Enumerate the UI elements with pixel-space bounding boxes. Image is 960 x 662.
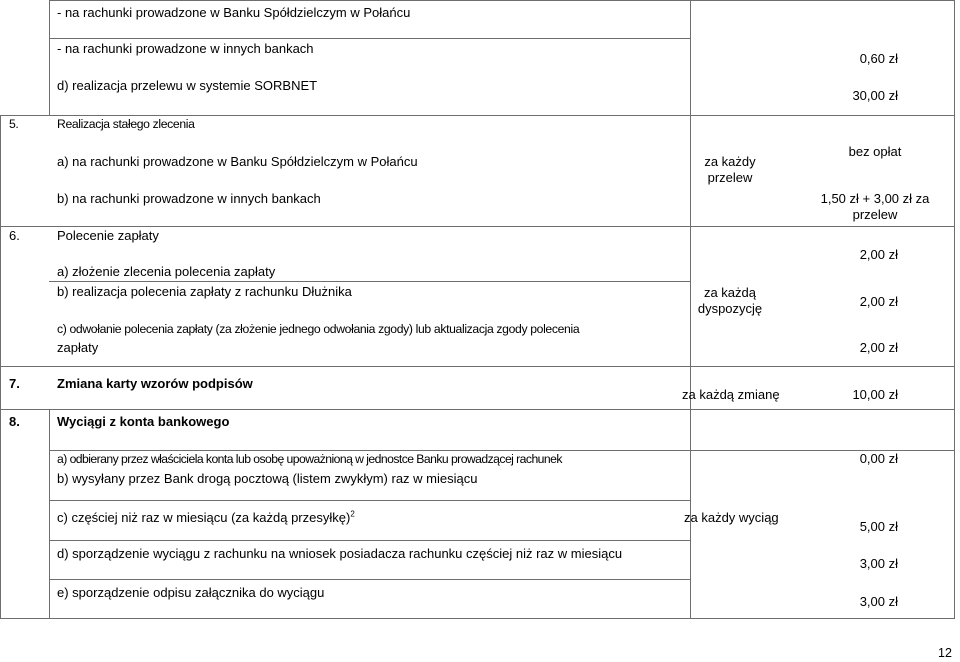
price-value: 0,60 zł xyxy=(859,51,898,66)
section-number: 6. xyxy=(9,228,20,243)
row-label: - na rachunki prowadzone w Banku Spółdzielczym w Połańcu xyxy=(57,5,411,20)
section-title: Polecenie zapłaty xyxy=(57,228,159,243)
footnote-marker: 2 xyxy=(350,509,355,519)
row-divider xyxy=(49,500,690,501)
row-label: a) na rachunki prowadzone w Banku Spółdzielczym w Połańcu xyxy=(57,154,418,169)
row-divider xyxy=(49,540,690,541)
section-number: 8. xyxy=(9,414,20,429)
section-title: Realizacja stałego zlecenia xyxy=(57,117,195,131)
price-value: bez opłat xyxy=(848,144,902,159)
row-label: a) odbierany przez właściciela konta lub osobę upoważnioną w jednostce Banku prowadzącej rachunek xyxy=(57,452,562,466)
row-label: d) realizacja przelewu w systemie SORBNET xyxy=(57,78,318,93)
table-border-left xyxy=(0,115,1,619)
section-title: Wyciągi z konta bankowego xyxy=(57,414,230,429)
row-label: - na rachunki prowadzone w innych bankach xyxy=(57,41,314,56)
unit-label: za każdą zmianę xyxy=(682,387,780,402)
row-divider xyxy=(49,38,690,39)
table-border-top xyxy=(49,0,955,1)
price-value: 5,00 zł xyxy=(859,519,898,534)
unit-label: za każdą dyspozycję xyxy=(697,285,763,316)
table-border-right xyxy=(954,0,955,619)
price-value: 3,00 zł xyxy=(859,594,898,609)
row-label-text: c) częściej niż raz w miesiącu (za każdą przesyłkę) xyxy=(57,510,351,525)
section-title: Zmiana karty wzorów podpisów xyxy=(57,376,253,391)
unit-label: za każdy wyciąg xyxy=(684,510,779,525)
column-divider xyxy=(49,0,50,116)
price-value: 10,00 zł xyxy=(852,387,898,402)
section-number: 7. xyxy=(9,376,20,391)
row-label: c) odwołanie polecenia zapłaty (za złożenie jednego odwołania zgody) lub aktualizacja zgody polecenia xyxy=(57,322,580,336)
row-label: b) na rachunki prowadzone w innych bankach xyxy=(57,191,321,206)
price-value: 0,00 zł xyxy=(859,451,898,466)
page-number: 12 xyxy=(938,646,952,660)
row-divider xyxy=(0,366,955,367)
price-value: 1,50 zł + 3,00 zł za przelew xyxy=(820,191,930,222)
row-label xyxy=(57,510,355,526)
price-value: 2,00 zł xyxy=(859,247,898,262)
column-divider xyxy=(49,409,50,619)
row-label: zapłaty xyxy=(57,340,99,355)
row-divider xyxy=(0,226,955,227)
price-value: 30,00 zł xyxy=(852,88,898,103)
row-label: b) wysyłany przez Bank drogą pocztową (listem zwykłym) raz w miesiącu xyxy=(57,471,478,486)
row-label: e) sporządzenie odpisu załącznika do wyciągu xyxy=(57,585,325,600)
row-label: d) sporządzenie wyciągu z rachunku na wniosek posiadacza rachunku częściej niż raz w miesiącu xyxy=(57,546,623,561)
row-divider xyxy=(49,281,690,282)
row-divider xyxy=(49,579,690,580)
row-label: a) złożenie zlecenia polecenia zapłaty xyxy=(57,264,276,279)
price-value: 2,00 zł xyxy=(859,294,898,309)
price-value: 2,00 zł xyxy=(859,340,898,355)
row-divider xyxy=(0,409,955,410)
price-value: 3,00 zł xyxy=(859,556,898,571)
table-border-bottom xyxy=(0,618,955,619)
unit-label: za każdy przelew xyxy=(704,154,756,185)
section-number: 5. xyxy=(9,117,19,131)
row-label: b) realizacja polecenia zapłaty z rachunku Dłużnika xyxy=(57,284,352,299)
